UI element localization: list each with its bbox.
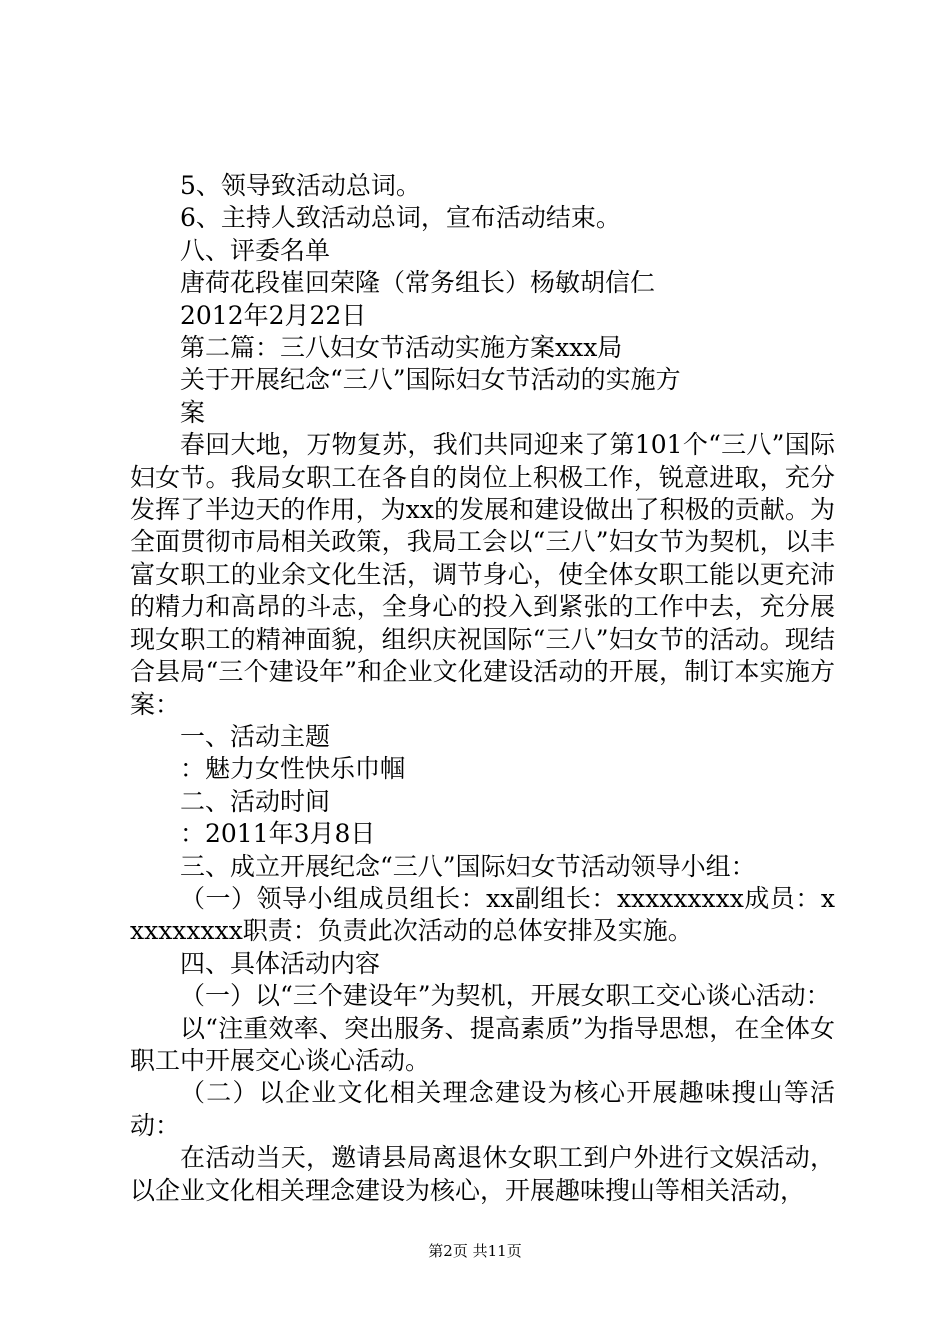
section-heading-content: 四、具体活动内容: [180, 948, 381, 978]
section-heading-time: 二、活动时间: [180, 786, 331, 816]
section-heading-judges: 八、评委名单: [180, 235, 331, 265]
time-text: ：2011年3月8日: [180, 819, 376, 849]
plan-title-line-2: 案: [180, 397, 206, 427]
theme-text: ：魅力女性快乐巾帼: [180, 754, 406, 784]
chapter-title: 第二篇：三八妇女节活动实施方案xxx局: [180, 333, 623, 363]
content-item-1-heading: （一）以“三个建设年”为契机，开展女职工交心谈心活动：: [180, 981, 831, 1011]
plan-title-line-1: 关于开展纪念“三八”国际妇女节活动的实施方: [180, 365, 681, 395]
group-members: （一）领导小组成员组长：xx副组长：xxxxxxxxx成员：xxxxxxxxx职责：负责此次活动的总体安排及实施。: [130, 883, 835, 946]
section-heading-group: 三、成立开展纪念“三八”国际妇女节活动领导小组：: [180, 851, 756, 881]
date-line: 2012年2月22日: [180, 300, 367, 330]
paragraph-2: 6、主持人致活动总词，宣布活动结束。: [180, 203, 621, 233]
content-item-2-text: 在活动当天，邀请县局离退休女职工到户外进行文娱活动，以企业文化相关理念建设为核心，开展趣味搜山等相关活动，: [130, 1143, 835, 1205]
content-item-2-heading: （二）以企业文化相关理念建设为核心开展趣味搜山等活动：: [130, 1078, 835, 1140]
paragraph-1: 5、领导致活动总词。: [180, 171, 421, 200]
content-item-1-text: 以“注重效率、突出服务、提高素质”为指导思想，在全体女职工中开展交心谈心活动。: [130, 1013, 835, 1075]
judges-list: 唐荷花段崔回荣隆（常务组长）杨敏胡信仁: [180, 268, 656, 298]
section-heading-theme: 一、活动主题: [180, 721, 331, 751]
intro-paragraph: 春回大地，万物复苏，我们共同迎来了第101个“三八”国际妇女节。我局女职工在各自的岗位上积极工作，锐意进取，充分发挥了半边天的作用，为xx的发展和建设做出了积极的贡献。为全面贯彻市局相关政策，我局工会以“三八”妇女节为契机，以丰富女职工的业余文化生活，调节身心，使全体女职工能以更充沛的精力和高昂的斗志，全身心的投入到紧张的工作中去，充分展现女职工的精神面貌，组织庆祝国际“三八”妇女节的活动。现结合县局“三个建设年”和企业文化建设活动的开展，制订本实施方案：: [130, 430, 835, 719]
page-footer: 第2页 共11页: [428, 1242, 522, 1260]
document-body: [130, 170, 835, 1207]
